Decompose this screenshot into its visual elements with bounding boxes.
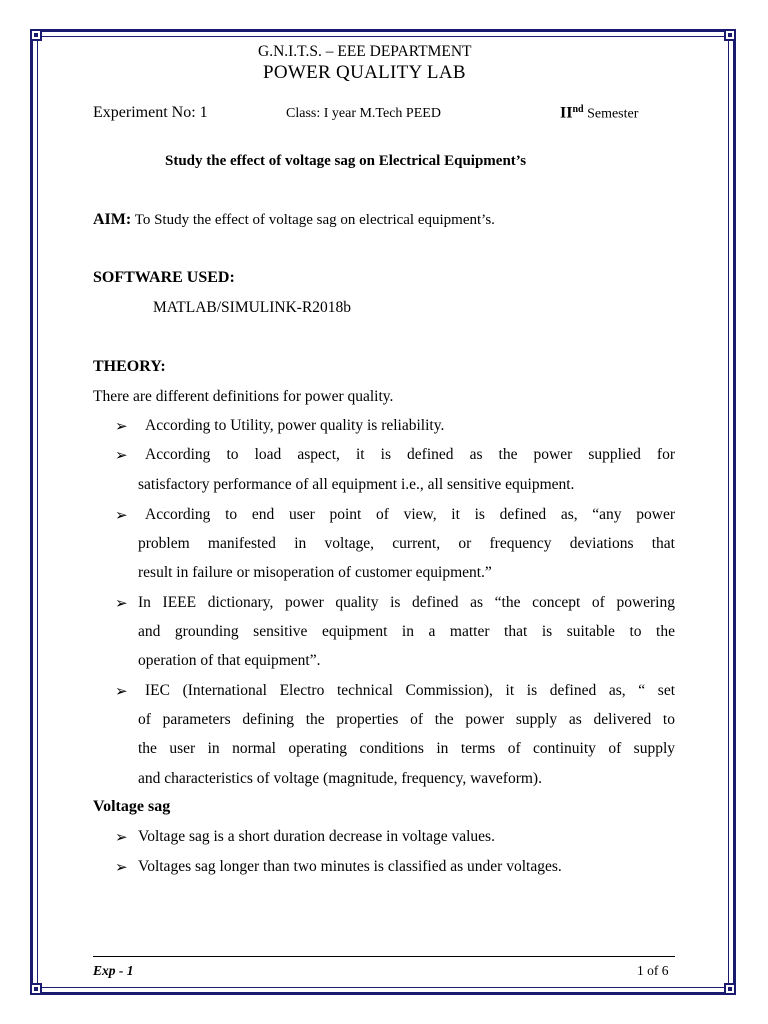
- bullet-arrow-icon: ➢: [115, 684, 128, 700]
- bullet-line: According to Utility, power quality is reliability.: [145, 417, 445, 434]
- bullet-line: Voltages sag longer than two minutes is classified as under voltages.: [138, 858, 562, 875]
- theory-intro: There are different definitions for power quality.: [93, 388, 394, 405]
- semester-word: Semester: [583, 106, 639, 122]
- department-header: G.N.I.T.S. – EEE DEPARTMENT: [258, 43, 472, 60]
- bullet-line: According to end user point of view, it is defined as, “any power: [145, 506, 675, 523]
- bullet-line: According to load aspect, it is defined as the power supplied for: [145, 446, 675, 463]
- bullet-line: and characteristics of voltage (magnitude, frequency, waveform).: [138, 770, 542, 787]
- bullet-arrow-icon: ➢: [115, 419, 128, 435]
- border-corner-bottom-left: [30, 983, 42, 995]
- experiment-number: Experiment No: 1: [93, 104, 208, 121]
- bullet-arrow-icon: ➢: [115, 860, 128, 876]
- lab-title: POWER QUALITY LAB: [263, 62, 466, 83]
- bullet-line: the user in normal operating conditions in terms of continuity of supply: [138, 740, 675, 757]
- footer-experiment-label: Exp - 1: [93, 963, 134, 978]
- semester-ordinal: nd: [572, 104, 584, 115]
- bullet-line: of parameters defining the properties of the power supply as delivered to: [138, 711, 675, 728]
- bullet-line: In IEEE dictionary, power quality is defined as “the concept of powering: [138, 594, 675, 611]
- border-corner-bottom-right: [724, 983, 736, 995]
- semester-number: II: [560, 104, 573, 122]
- aim-text: To Study the effect of voltage sag on electrical equipment’s.: [131, 212, 495, 228]
- experiment-title: Study the effect of voltage sag on Electrical Equipment’s: [165, 153, 527, 169]
- software-value: MATLAB/SIMULINK-R2018b: [153, 299, 352, 316]
- bullet-line: problem manifested in voltage, current, or frequency deviations that: [138, 535, 675, 552]
- bullet-arrow-icon: ➢: [115, 830, 128, 846]
- bullet-line: IEC (International Electro technical Commission), it is defined as, “ set: [145, 682, 675, 699]
- class-info: Class: I year M.Tech PEED: [286, 106, 441, 121]
- bullet-arrow-icon: ➢: [115, 508, 128, 524]
- bullet-line: operation of that equipment”.: [138, 652, 321, 669]
- aim-line: [93, 211, 495, 229]
- bullet-arrow-icon: ➢: [115, 596, 128, 612]
- bullet-line: Voltage sag is a short duration decrease in voltage values.: [138, 828, 495, 845]
- bullet-arrow-icon: ➢: [115, 448, 128, 464]
- semester-info: [560, 104, 638, 123]
- bullet-line: result in failure or misoperation of customer equipment.”: [138, 564, 492, 581]
- footer-page-number: 1 of 6: [637, 963, 669, 978]
- bullet-line: satisfactory performance of all equipment i.e., all sensitive equipment.: [138, 476, 575, 493]
- software-heading: SOFTWARE USED:: [93, 269, 235, 286]
- border-corner-top-right: [724, 29, 736, 41]
- border-corner-top-left: [30, 29, 42, 41]
- aim-label: AIM:: [93, 211, 132, 228]
- theory-heading: THEORY:: [93, 358, 166, 375]
- bullet-line: and grounding sensitive equipment in a matter that is suitable to the: [138, 623, 675, 640]
- voltage-sag-heading: Voltage sag: [93, 798, 171, 815]
- footer-rule: [93, 956, 675, 957]
